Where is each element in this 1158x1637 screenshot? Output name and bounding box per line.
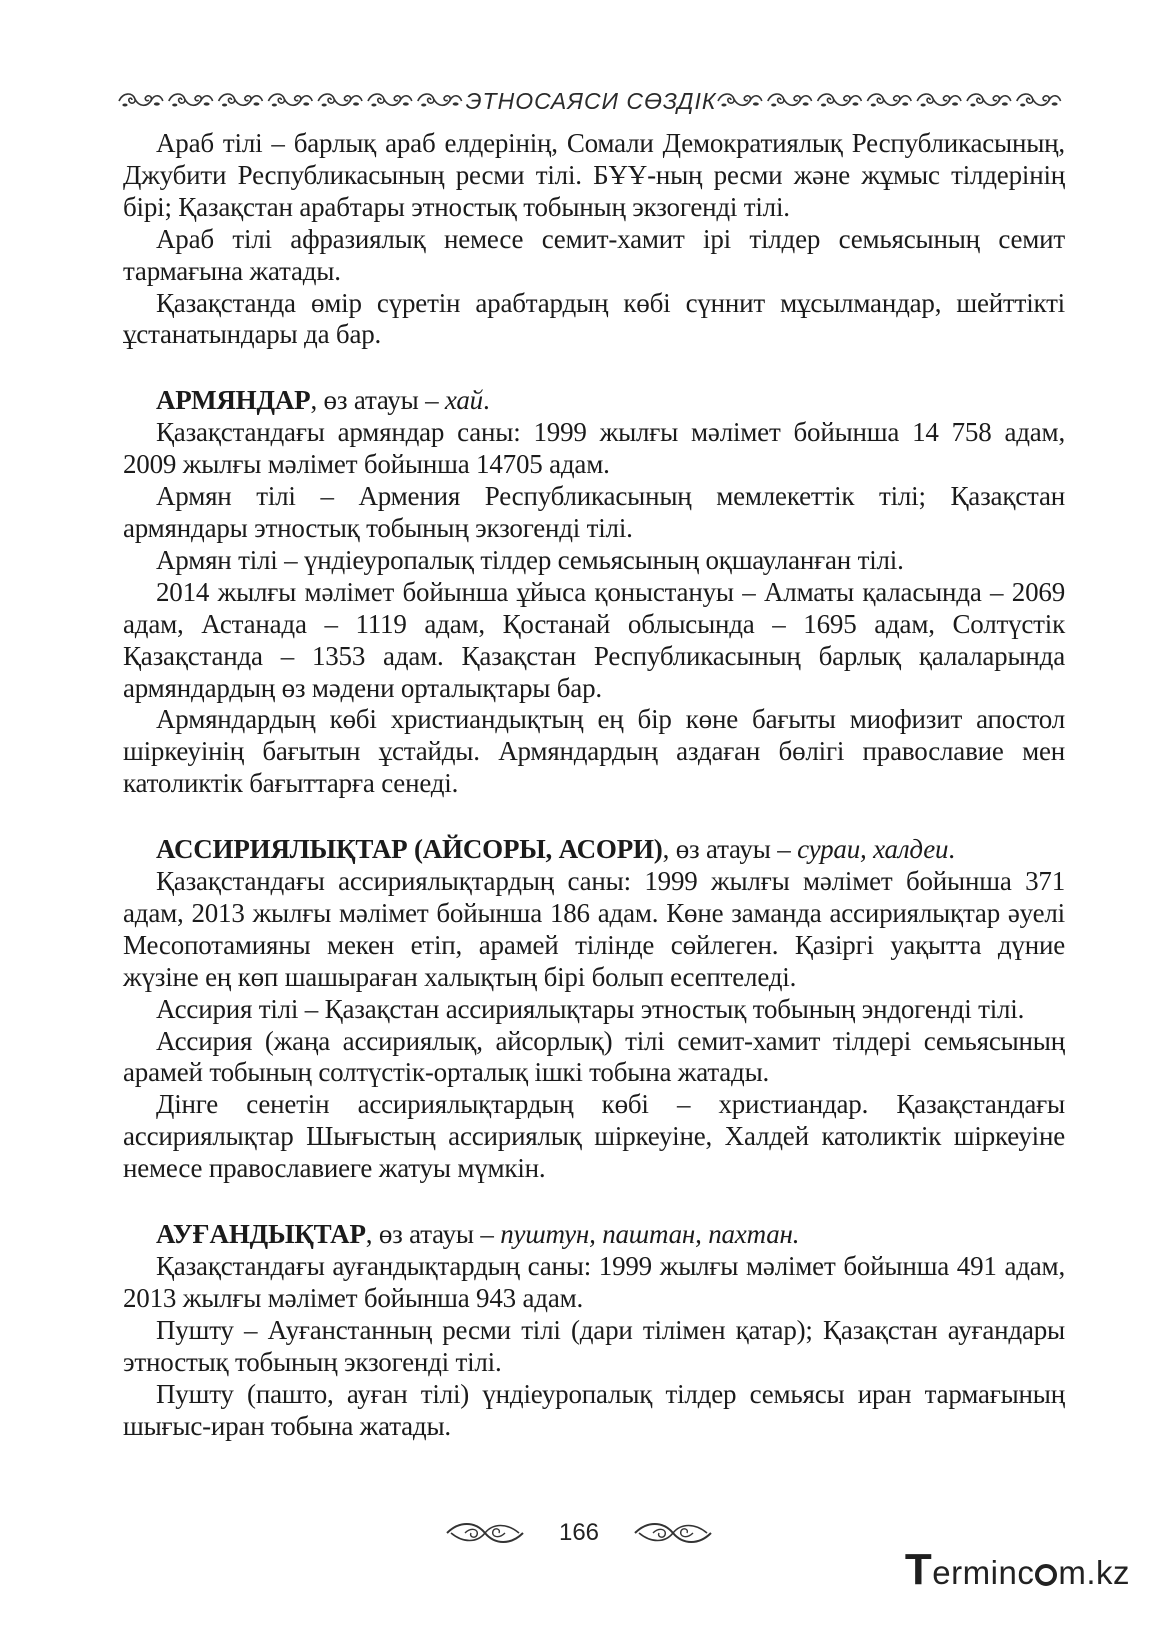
watermark-letter: T: [904, 1545, 933, 1594]
running-header: [117, 86, 1065, 116]
entry-term: АРМЯНДАР: [156, 385, 311, 416]
self-name-label: , өз атауы –: [662, 834, 798, 865]
ornament-band-left: [117, 89, 466, 113]
self-name-label: , өз атауы –: [365, 1219, 501, 1250]
paragraph: Ассирия (жаңа ассириялық, айсорлық) тілі семит-хамит тілдері семьясының арамей тобының солтүстік-орталық ішкі тобына жатады.: [123, 1025, 1065, 1088]
paragraph: Армяндардың көбі христиандықтың ең бір көне бағыты миофизит апостол шіркеуінің бағытын ұстайды. Армяндардың аздаған бөлігі православие мен католиктік бағыттарға сенеді.: [123, 704, 1065, 799]
self-name: хай: [444, 385, 483, 416]
paragraph: Дінге сенетін ассириялықтардың көбі – христиандар. Қазақстандағы ассириялықтар Шығыстың ассириялық шіркеуіне, Халдей католиктік шіркеуіне немесе православиеге жатуы мүмкін.: [123, 1089, 1065, 1184]
paragraph: Армян тілі – үндіеуропалық тілдер семьясының оқшауланған тілі.: [156, 544, 904, 575]
paragraph: Пушту (пашто, ауған тілі) үндіеуропалық тілдер семьясы иран тармағының шығыс-иран тобына жатады.: [123, 1378, 1065, 1441]
paragraph: Араб тілі – барлық араб елдерінің, Сомали Демократиялық Республикасының, Джубити Республикасының ресми тілі. БҰҰ-ның ресми және жұмыс тілдерінің бірі; Қазақстан арабтары этностық тобының экзогенді тілі.: [123, 128, 1065, 222]
self-name-label: , өз атауы –: [310, 385, 445, 416]
ornament-band-right: [716, 89, 1065, 113]
entry-heading-assyrians: [123, 834, 1065, 866]
paragraph: 2014 жылғы мәлімет бойынша ұйыса қоныстануы – Алматы қаласында – 2069 адам, Астанада – 1119 адам, Қостанай облысында – 1695 адам, Солтүстік Қазақстанда – 1353 адам. Қазақстан Республикасының барлық қалаларында армяндардың өз мәдени орталықтары бар.: [123, 576, 1065, 703]
paragraph: Пушту – Ауғанстанның ресми тілі (дари тілімен қатар); Қазақстан ауғандары этностық тобының экзогенді тілі.: [123, 1314, 1065, 1377]
watermark-text-start: erminc: [932, 1554, 1035, 1591]
flourish-right-icon: [633, 1519, 713, 1547]
paragraph: Қазақстандағы армяндар саны: 1999 жылғы мәлімет бойынша 14 758 адам, 2009 жылғы мәлімет бойынша 14705 адам.: [123, 417, 1065, 480]
paragraph: Ассирия тілі – Қазақстан ассириялықтары этностық тобының эндогенді тілі.: [156, 993, 1025, 1024]
paragraph: Қазақстандағы ауғандықтардың саны: 1999 жылғы мәлімет бойынша 491 адам, 2013 жылғы мәлімет бойынша 943 адам.: [123, 1251, 1065, 1313]
site-watermark: [905, 1545, 1130, 1595]
entry-heading-armenians: [123, 385, 1065, 417]
entry-term: АССИРИЯЛЫҚТАР (АЙСОРЫ, АСОРИ): [156, 834, 663, 865]
watermark-text-end: m.kz: [1058, 1554, 1130, 1591]
entry-heading-afghans: [123, 1219, 1065, 1251]
watermark-o-icon: [1035, 1564, 1057, 1586]
self-name: пуштун, паштан, пахтан.: [500, 1219, 800, 1250]
entry-gap: [123, 351, 1065, 385]
entry-gap: [123, 800, 1065, 834]
self-name: сураи, халдеи: [797, 834, 949, 865]
paragraph: Қазақстанда өмір сүретін арабтардың көбі сүннит мұсылмандар, шейттіктi ұстанатындары да бар.: [123, 287, 1065, 350]
entry-gap: [123, 1185, 1065, 1219]
paragraph: Қазақстандағы ассириялықтардың саны: 1999 жылғы мәлімет бойынша 371 адам, 2013 жылғы мәлімет бойынша 186 адам. Көне заманда ассириялықтар әуелі Месопотамияны мекен етіп, арамей тілінде сөйлеген. Қазіргі уақытта дүние жүзіне ең көп шашыраған халықтың бірі болып есептеледі.: [123, 866, 1065, 992]
entry-term: АУҒАНДЫҚТАР: [156, 1219, 366, 1250]
paragraph: Араб тілі афразиялық немесе семит-хамит ірі тілдер семьясының семит тармағына жатады.: [123, 223, 1065, 286]
self-name-end: .: [482, 385, 490, 416]
page-body: [123, 128, 1065, 1442]
paragraph: Армян тілі – Армения Республикасының мемлекеттік тілі; Қазақстан армяндары этностық тобының экзогенді тілі.: [123, 481, 1065, 543]
page-number: 166: [558, 1519, 600, 1546]
self-name-end: .: [948, 834, 955, 865]
book-title: ЭТНОСАЯСИ СӨЗДІК: [465, 87, 717, 114]
flourish-left-icon: [445, 1519, 525, 1547]
